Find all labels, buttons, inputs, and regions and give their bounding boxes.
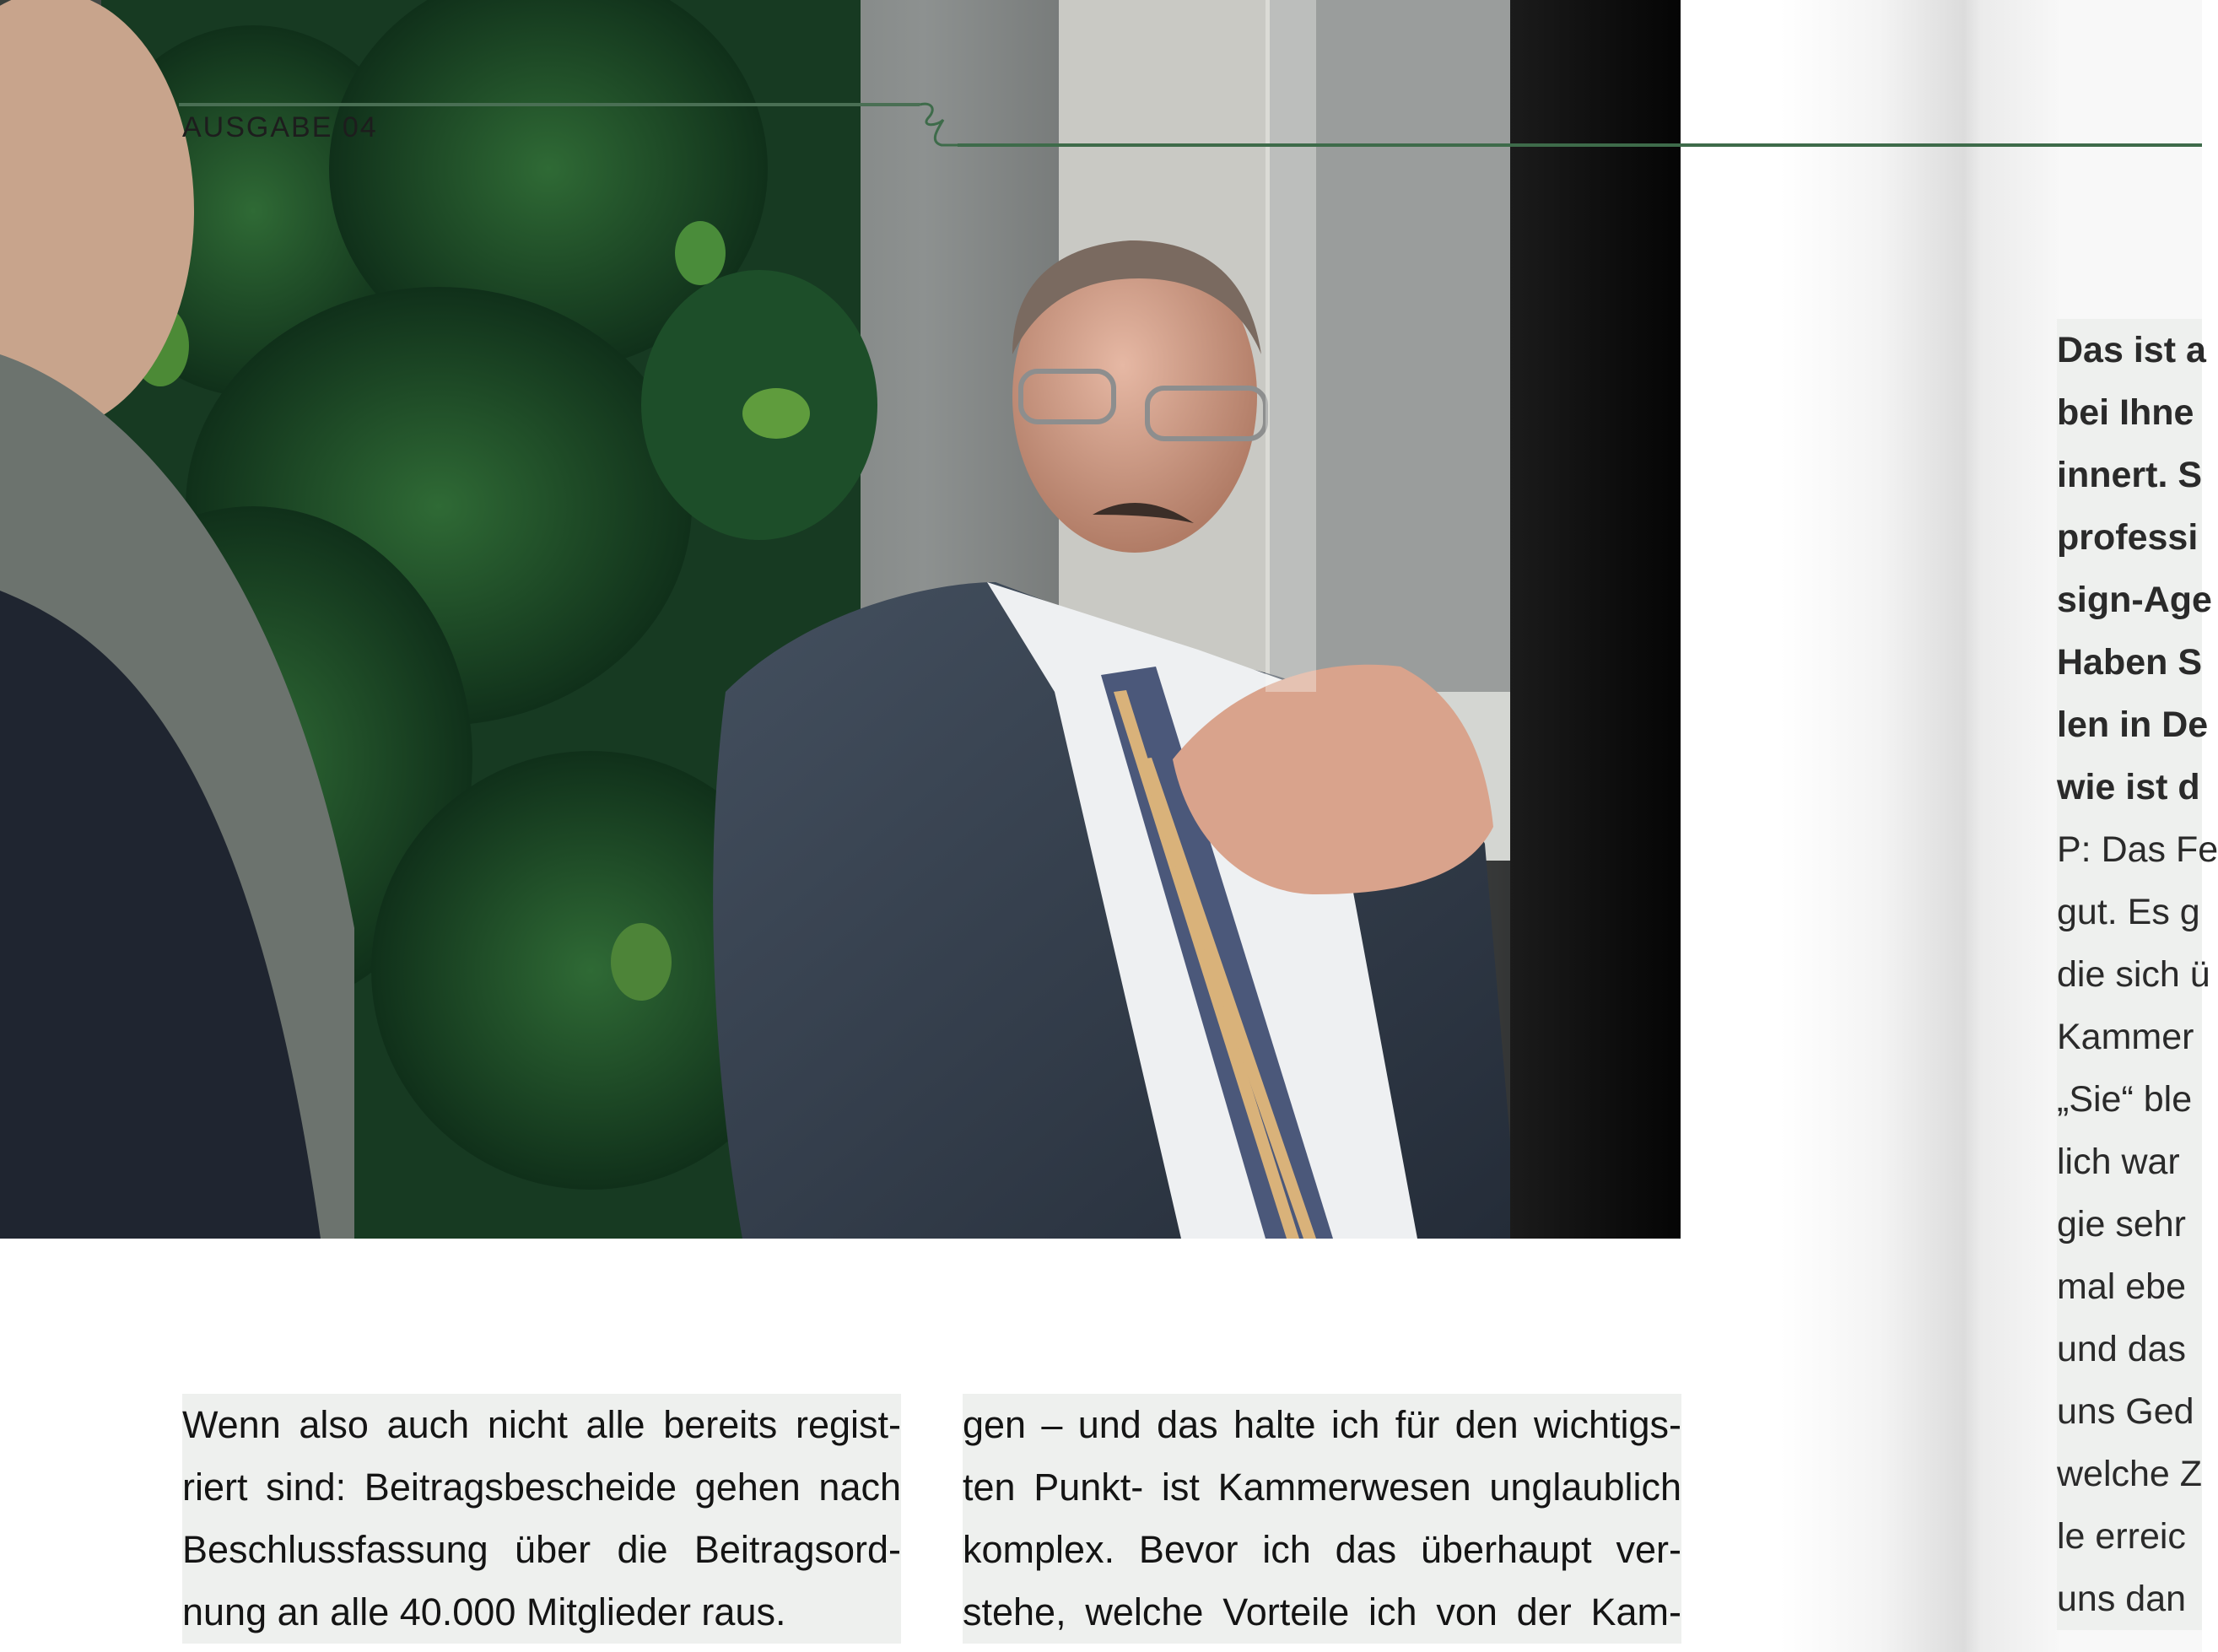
right-text-line: sign-Age: [2057, 569, 2202, 631]
right-text-line: lich war: [2057, 1131, 2202, 1193]
right-text-line: welche Z: [2057, 1443, 2202, 1505]
right-text-line: Kammer: [2057, 1006, 2202, 1068]
text-line: komplex. Bevor ich das überhaupt ver-: [963, 1519, 1681, 1581]
right-text-line: innert. S: [2057, 444, 2202, 506]
right-text-line: „Sie“ ble: [2057, 1068, 2202, 1131]
right-text-line: und das: [2057, 1318, 2202, 1380]
right-text-line: wie ist d: [2057, 756, 2202, 818]
right-text-line: gie sehr: [2057, 1193, 2202, 1255]
right-page-column: [2057, 319, 2218, 1630]
right-text-line: len in De: [2057, 694, 2202, 756]
issue-label: AUSGABE 04: [182, 111, 378, 143]
body-column-2: [963, 1394, 1681, 1644]
text-line: stehe, welche Vorteile ich von der Kam-: [963, 1581, 1681, 1644]
right-text-line: gut. Es g: [2057, 881, 2202, 943]
right-text-line: Das ist a: [2057, 319, 2202, 381]
right-text-line: Haben S: [2057, 631, 2202, 694]
page-gutter: [1780, 0, 2059, 1652]
text-line: gen – und das halte ich für den wichtigs-: [963, 1394, 1681, 1456]
right-text-line: P: Das Fe: [2057, 818, 2202, 881]
text-line: riert sind: Beitragsbescheide gehen nach: [182, 1456, 901, 1519]
right-text-line: uns Ged: [2057, 1380, 2202, 1443]
right-text-line: die sich ü: [2057, 943, 2202, 1006]
right-text-line: uns dan: [2057, 1568, 2202, 1630]
right-text-line: mal ebe: [2057, 1255, 2202, 1318]
right-text-line: bei Ihne: [2057, 381, 2202, 444]
body-column-1: [182, 1394, 901, 1644]
right-text-line: professi: [2057, 506, 2202, 569]
text-line: Wenn also auch nicht alle bereits regist-: [182, 1394, 901, 1456]
text-line: nung an alle 40.000 Mitglieder raus.: [182, 1581, 901, 1644]
right-text-line: le erreic: [2057, 1505, 2202, 1568]
text-line: Beschlussfassung über die Beitragsord-: [182, 1519, 901, 1581]
text-line: ten Punkt- ist Kammerwesen unglaublich: [963, 1456, 1681, 1519]
